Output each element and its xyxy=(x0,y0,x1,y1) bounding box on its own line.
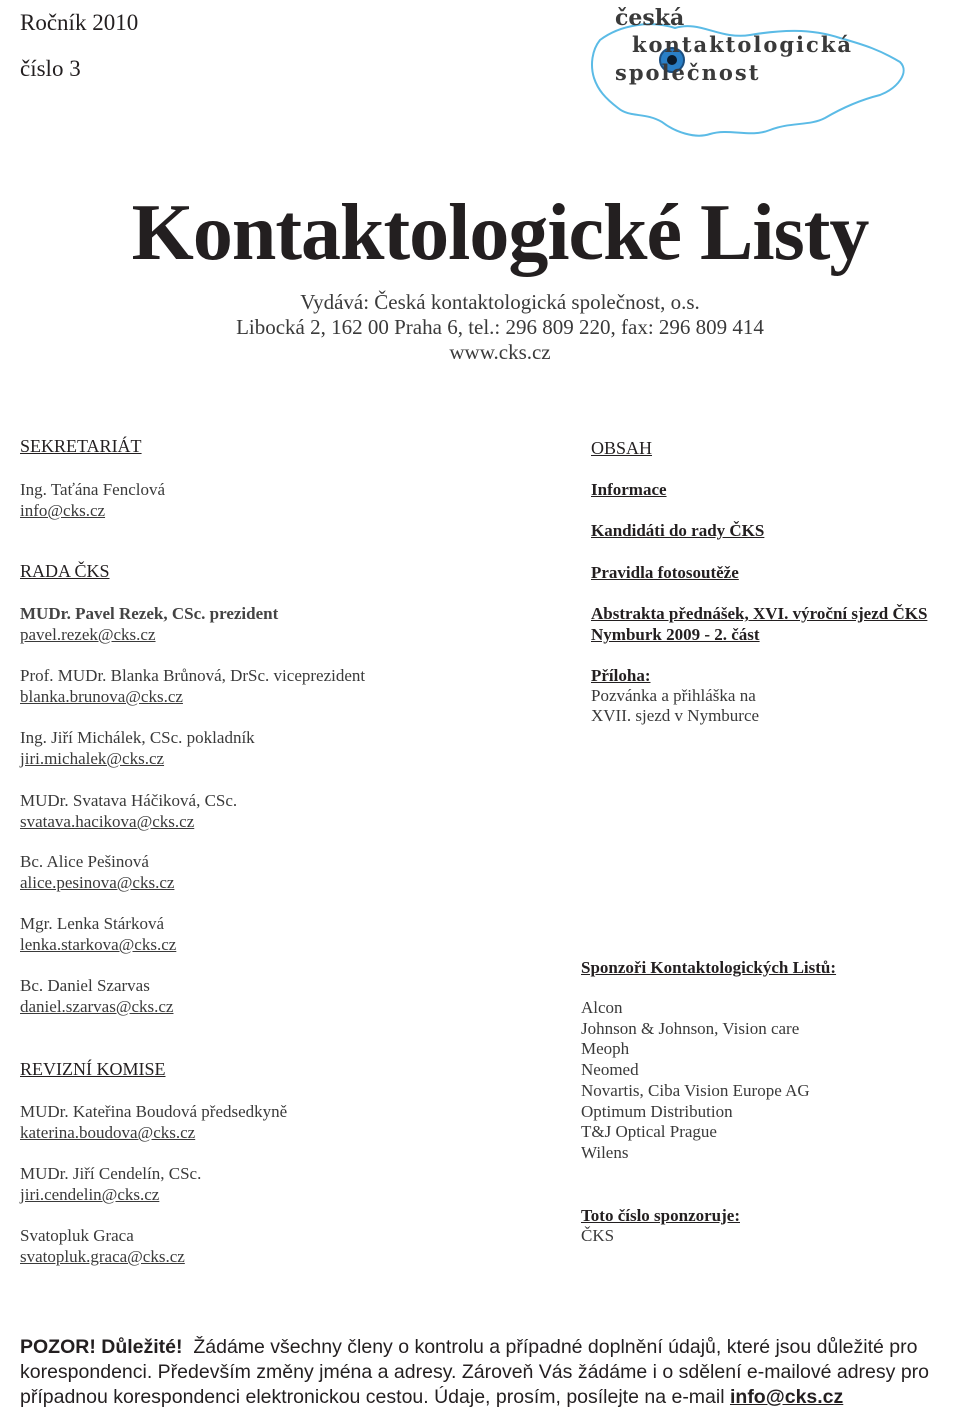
audit-member xyxy=(20,1163,201,1205)
logo-line2: kontaktologická xyxy=(632,32,853,57)
member-email[interactable]: jiri.cendelin@cks.cz xyxy=(20,1185,160,1204)
society-logo xyxy=(580,0,920,145)
member-email[interactable]: daniel.szarvas@cks.cz xyxy=(20,997,174,1016)
contents-item[interactable]: Nymburk 2009 - 2. část xyxy=(591,625,760,644)
board-member xyxy=(20,790,237,832)
member-name: MUDr. Jiří Cendelín, CSc. xyxy=(20,1164,202,1183)
audit-heading: REVIZNÍ KOMISE xyxy=(20,1059,166,1079)
czech-map-logo xyxy=(580,0,920,145)
board-member xyxy=(20,851,174,893)
issue-year: Ročník 2010 xyxy=(20,10,139,35)
member-email[interactable]: svatava.hacikova@cks.cz xyxy=(20,812,195,831)
sponsor-item: Wilens xyxy=(581,1142,629,1162)
board-heading: RADA ČKS xyxy=(20,561,110,581)
member-name: Mgr. Lenka Stárková xyxy=(20,914,164,933)
issue-sponsor: ČKS xyxy=(581,1226,615,1245)
contents-item[interactable]: Kandidáti do rady ČKS xyxy=(591,521,765,540)
notice-box xyxy=(20,1335,955,1410)
member-name: Prof. MUDr. Blanka Brůnová, DrSc. viceprezident xyxy=(20,666,366,685)
member-name: MUDr. Kateřina Boudová předsedkyně xyxy=(20,1102,288,1121)
board-member xyxy=(20,603,278,645)
member-name: Bc. Daniel Szarvas xyxy=(20,976,150,995)
member-email[interactable]: blanka.brunova@cks.cz xyxy=(20,687,183,706)
contact-email[interactable]: info@cks.cz xyxy=(20,501,106,520)
appendix-label: Příloha: xyxy=(591,666,651,685)
notice-lead: POZOR! Důležité! xyxy=(20,1336,183,1358)
member-email[interactable]: pavel.rezek@cks.cz xyxy=(20,625,156,644)
member-email[interactable]: alice.pesinova@cks.cz xyxy=(20,873,175,892)
sponsor-item: Johnson & Johnson, Vision care xyxy=(581,1018,800,1038)
member-email[interactable]: jiri.michalek@cks.cz xyxy=(20,749,165,768)
contents-heading: OBSAH xyxy=(591,438,653,458)
contents-item[interactable]: Informace xyxy=(591,480,667,499)
member-name: MUDr. Svatava Háčiková, CSc. xyxy=(20,791,238,810)
sponsor-item: Optimum Distribution xyxy=(581,1101,733,1121)
board-member xyxy=(20,665,365,707)
sponsor-item: T&J Optical Prague xyxy=(581,1122,717,1142)
contents-appendix xyxy=(591,666,759,726)
contact-name: Ing. Taťána Fenclová xyxy=(20,480,166,499)
audit-member xyxy=(20,1101,287,1143)
member-email[interactable]: lenka.starkova@cks.cz xyxy=(20,935,177,954)
appendix-line: Pozvánka a přihláška na xyxy=(591,686,756,705)
page-title: Kontaktologické Listy xyxy=(131,189,869,277)
sponsors-list xyxy=(581,998,810,1164)
board-member xyxy=(20,913,176,955)
logo-line1: česká xyxy=(615,5,685,31)
audit-member xyxy=(20,1225,185,1267)
board-member xyxy=(20,975,173,1017)
publisher-line1: Vydává: Česká kontaktologická společnost, o.s. xyxy=(300,290,700,314)
issue-number: číslo 3 xyxy=(20,56,81,81)
member-name: Ing. Jiří Michálek, CSc. pokladník xyxy=(20,728,255,747)
notice-email-link[interactable]: info@cks.cz xyxy=(729,1386,844,1408)
sponsor-item: Novartis, Ciba Vision Europe AG xyxy=(581,1080,810,1100)
notice-text: Žádáme všechny členy o kontrolu a případné doplnění údajů, které jsou důležité pro korespondenci. Především změny jména a adresy. Zároveň Vás žádáme i o sdělení e-mailové adresy pro případnou korespondenci elektronickou cestou. Údaje, prosím, posílejte na e-mail xyxy=(20,1336,929,1408)
logo-line3: společnost xyxy=(615,60,761,85)
member-name: MUDr. Pavel Rezek, CSc. prezident xyxy=(20,604,279,623)
sponsor-item: Meoph xyxy=(581,1039,630,1059)
contents-item[interactable]: Abstrakta přednášek, XVI. výroční sjezd ČKS xyxy=(591,604,928,623)
publisher-line2: Libocká 2, 162 00 Praha 6, tel.: 296 809 220, fax: 296 809 414 xyxy=(236,315,764,339)
sponsor-item: Neomed xyxy=(581,1060,639,1080)
appendix-line: XVII. sjezd v Nymburce xyxy=(591,706,760,725)
issue-sponsor-heading: Toto číslo sponzoruje: xyxy=(581,1206,740,1225)
sponsor-item: Alcon xyxy=(581,998,623,1017)
secretariat-contact xyxy=(20,479,165,521)
member-email[interactable]: katerina.boudova@cks.cz xyxy=(20,1123,196,1142)
member-name: Svatopluk Graca xyxy=(20,1226,134,1245)
member-email[interactable]: svatopluk.graca@cks.cz xyxy=(20,1247,185,1266)
board-member xyxy=(20,727,255,769)
publisher-website: www.cks.cz xyxy=(449,340,551,364)
contents-item[interactable]: Pravidla fotosoutěže xyxy=(591,563,739,582)
member-name: Bc. Alice Pešinová xyxy=(20,852,149,871)
secretariat-heading: SEKRETARIÁT xyxy=(20,436,142,456)
sponsors-heading: Sponzoři Kontaktologických Listů: xyxy=(581,958,837,977)
